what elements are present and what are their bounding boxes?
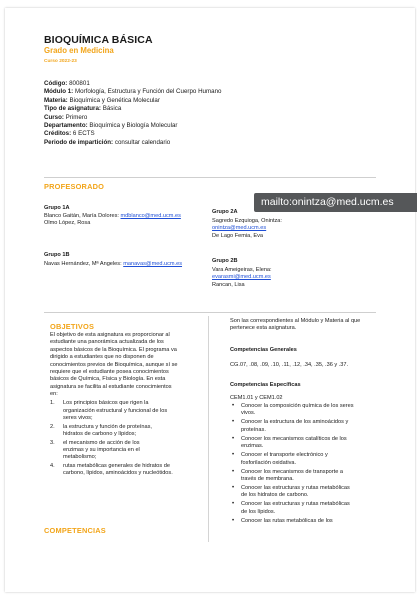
competencia-item: • Conocer los mecanismos de transporte a través de membrana. bbox=[231, 469, 391, 484]
email-link-evarasmi[interactable]: evarasmi@med.ucm.es bbox=[212, 274, 271, 281]
objetivo-item: 4. rutas metabólicas generales de hidratos de carbono, lípidos, aminoácidos y nucleótidos. bbox=[50, 462, 173, 477]
competencia-item: • Conocer el transporte electrónico y fosforilación oxidativa. bbox=[231, 452, 391, 467]
meta-modulo: Módulo 1: Morfología, Estructura y Función del Cuerpo Humano bbox=[44, 88, 222, 96]
competencias-generales-heading: Competencias Generales bbox=[230, 347, 297, 353]
group-2a-teacher-1-email bbox=[212, 225, 282, 232]
group-2b-teacher-1: Vara Ameigeiras, Elena: bbox=[212, 267, 272, 273]
group-1a-teacher-2: Olmo López, Rosa bbox=[44, 220, 91, 227]
email-link-mdblanco[interactable]: mdblanco@med.ucm.es bbox=[120, 213, 181, 219]
competencia-item: • Conocer la estructura de los aminoácidos y proteínas. bbox=[231, 419, 391, 434]
meta-codigo: Código: 800801 bbox=[44, 80, 90, 87]
profesorado-heading: PROFESORADO bbox=[44, 182, 105, 191]
meta-creditos: Créditos: 6 ECTS bbox=[44, 130, 95, 138]
meta-periodo: Periodo de impartición: consultar calendario bbox=[44, 138, 171, 146]
email-link-onintza[interactable]: onintza@med.ucm.es bbox=[212, 225, 267, 232]
group-1b bbox=[44, 252, 182, 268]
group-1b-teacher-1: Navas Hernández, Mª Angeles: manavas@med.ucm.es bbox=[44, 261, 183, 267]
group-2b-title: Grupo 2B bbox=[212, 258, 238, 264]
meta-tipo: Tipo de asignatura: Básica bbox=[44, 105, 122, 113]
competencia-item: • Conocer las estructuras y rutas metabólicas de los hidratos de carbono. bbox=[231, 485, 391, 500]
competencia-item: • Conocer las estructuras y rutas metabólicas de los lípidos. bbox=[231, 501, 391, 516]
objetivo-item: 2. la estructura y función de proteínas, hidratos de carbono y lípidos; bbox=[50, 423, 152, 437]
degree-subtitle: Grado en Medicina bbox=[44, 46, 114, 55]
group-1a bbox=[44, 205, 181, 228]
competencias-especificas-heading: Competencias Específicas bbox=[230, 382, 301, 388]
meta-curso: Curso: Primero bbox=[44, 113, 88, 121]
column-divider bbox=[208, 316, 209, 542]
competencias-especificas-list bbox=[231, 403, 391, 527]
competencias-intro: Son las correspondientes al Módulo y Materia al que pertenece esta asignatura. bbox=[230, 318, 361, 332]
objetivos-list bbox=[50, 400, 200, 478]
objetivo-item: 3. el mecanismo de acción de los enzimas y su importancia en el metabolismo; bbox=[50, 439, 140, 461]
competencias-generales-list: CG.07, .08, .09, .10, .11, .12, .34, .35, .36 y .37. bbox=[230, 362, 349, 368]
group-1b-title: Grupo 1B bbox=[44, 252, 70, 258]
group-2b bbox=[212, 258, 272, 289]
group-2b-teacher-1-email bbox=[212, 274, 272, 281]
email-link-manavas[interactable]: manavas@med.ucm.es bbox=[123, 261, 183, 267]
link-url-tooltip: mailto:onintza@med.ucm.es bbox=[254, 193, 417, 212]
meta-departamento: Departamento: Bioquímica y Biología Molecular bbox=[44, 122, 178, 130]
meta-materia: Materia: Bioquímica y Genética Molecular bbox=[44, 96, 160, 104]
group-2a-teacher-2: De Lago Femia, Eva bbox=[212, 232, 263, 239]
course-title: BIOQUÍMICA BÁSICA bbox=[44, 34, 153, 46]
objetivos-heading: OBJETIVOS bbox=[50, 322, 95, 331]
group-2a bbox=[212, 209, 282, 240]
group-1a-teacher-1: Blanco Gaitán, María Dolores: mdblanco@med.ucm.es bbox=[44, 213, 181, 219]
competencia-item: • Conocer las rutas metabólicas de los bbox=[231, 518, 391, 525]
group-2b-teacher-2: Rancan, Lisa bbox=[212, 281, 245, 288]
objetivo-item: 1. Los principios básicos que rigen la organización estructural y funcional de los seres vivos; bbox=[50, 400, 168, 421]
objetivos-text: El objetivo de esta asignatura es proporcionar al estudiante una panorámica actualizada de los aspectos básicos de la Bioquímica. El programa va dirigido a estudiantes que no disponen de conocimientos previos de Bioquímica, aunque sí se requiere que el estudiante posea conocimientos básicos de Química, Física y Biología. En esta asignatura se facilita al estudiante conocimientos en: 1. Los principios básicos que rigen la organización estructural y funcional de los seres vivos; 2. la estructura y función de proteínas, hidratos de carbono y lípidos; 3. el mecanismo de acción de los enzimas y su importancia en el metabolismo; 4. rutas metabólicas generales de hidratos de carbono, lípidos, aminoácidos y nucleótidos. bbox=[50, 332, 200, 479]
group-1a-title: Grupo 1A bbox=[44, 205, 70, 211]
competencias-heading: COMPETENCIAS bbox=[44, 526, 106, 535]
group-2a-title: Grupo 2A bbox=[212, 209, 238, 215]
divider bbox=[44, 312, 376, 313]
course-metadata bbox=[44, 80, 221, 147]
group-2a-teacher-1: Sagredo Ezquioga, Onintza: bbox=[212, 218, 282, 224]
competencia-item: • Conocer la composición química de los seres vivos. bbox=[231, 403, 391, 418]
competencia-item: • Conocer los mecanismos catalíticos de los enzimas. bbox=[231, 436, 391, 451]
competencias-especificas-codes: CEM1.01 y CEM1.02 bbox=[230, 395, 283, 401]
divider bbox=[44, 177, 376, 178]
academic-year: Curso 2022-23 bbox=[44, 59, 77, 64]
